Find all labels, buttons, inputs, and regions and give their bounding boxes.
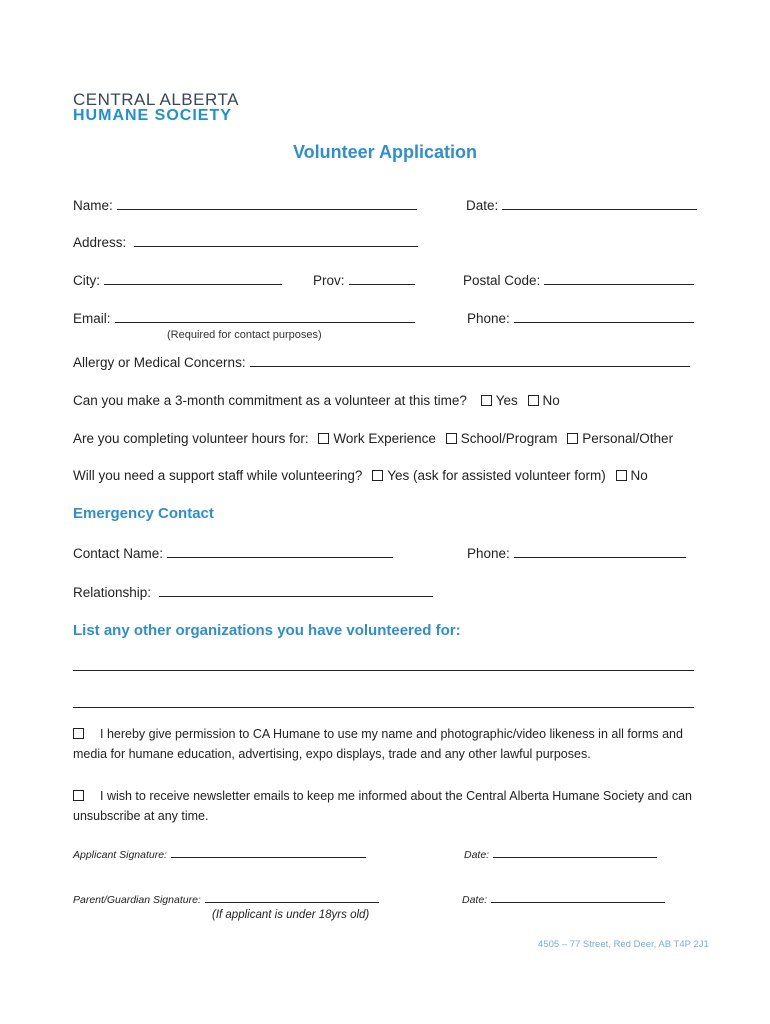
permission-checkbox[interactable] — [73, 728, 84, 739]
name-label: Name: — [73, 198, 113, 213]
allergy-label: Allergy or Medical Concerns: — [73, 355, 246, 370]
relationship-field — [73, 584, 433, 600]
newsletter-text: I wish to receive newsletter emails to keep me informed about the Central Alberta Humane Society and can unsubscribe at any time. — [73, 789, 692, 823]
city-label: City: — [73, 273, 100, 288]
school-program-label: School/Program — [460, 431, 558, 446]
applicant-signature-field — [73, 847, 366, 861]
allergy-field — [73, 354, 690, 370]
prov-label: Prov: — [313, 273, 345, 288]
phone-field — [467, 310, 694, 326]
hours-text: Are you completing volunteer hours for: — [73, 431, 309, 446]
logo-line-1: CENTRAL ALBERTA — [73, 90, 239, 109]
commitment-yes-checkbox[interactable] — [481, 395, 492, 406]
emergency-heading: Emergency Contact — [73, 505, 214, 522]
commitment-yes-label: Yes — [495, 393, 518, 408]
footer-address: 4505 – 77 Street, Red Deer, AB T4P 2J1 — [538, 939, 709, 950]
date-field — [466, 197, 697, 213]
prov-field — [313, 272, 415, 288]
newsletter-consent — [73, 786, 705, 826]
email-line[interactable] — [115, 310, 415, 323]
logo-line-2: HUMANE SOCIETY — [73, 107, 232, 124]
parent-date-label: Date: — [462, 894, 488, 906]
applicant-date-field — [464, 847, 657, 861]
relationship-line[interactable] — [159, 584, 433, 597]
phone-line[interactable] — [514, 310, 694, 323]
support-no-label: No — [630, 468, 648, 483]
personal-other-label: Personal/Other — [582, 431, 674, 446]
support-yes-label: Yes (ask for assisted volunteer form) — [387, 468, 606, 483]
prov-line[interactable] — [349, 272, 415, 285]
phone-label: Phone: — [467, 311, 510, 326]
parent-date-field — [462, 892, 665, 906]
parent-date-line[interactable] — [491, 892, 665, 903]
parent-signature-label: Parent/Guardian Signature: — [73, 894, 201, 906]
postal-field — [463, 272, 694, 288]
emergency-phone-field — [467, 545, 686, 561]
support-question — [73, 468, 648, 483]
permission-consent — [73, 724, 705, 764]
newsletter-checkbox[interactable] — [73, 790, 84, 801]
date-line[interactable] — [502, 197, 697, 210]
city-line[interactable] — [104, 272, 282, 285]
applicant-signature-line[interactable] — [171, 847, 366, 858]
parent-signature-line[interactable] — [205, 892, 379, 903]
contact-name-field — [73, 545, 393, 561]
email-label: Email: — [73, 311, 111, 326]
address-field — [73, 234, 418, 250]
city-field — [73, 272, 282, 288]
name-field — [73, 197, 417, 213]
support-yes-checkbox[interactable] — [372, 470, 383, 481]
hours-question — [73, 431, 673, 446]
commitment-question — [73, 393, 560, 408]
contact-name-label: Contact Name: — [73, 546, 164, 561]
email-field — [73, 310, 415, 326]
postal-label: Postal Code: — [463, 273, 541, 288]
support-no-checkbox[interactable] — [616, 470, 627, 481]
postal-line[interactable] — [544, 272, 694, 285]
date-label: Date: — [466, 198, 499, 213]
allergy-line[interactable] — [250, 354, 690, 367]
work-experience-checkbox[interactable] — [318, 433, 329, 444]
parent-signature-field — [73, 892, 379, 906]
applicant-date-label: Date: — [464, 849, 490, 861]
parent-note: (If applicant is under 18yrs old) — [212, 909, 370, 921]
emergency-phone-line[interactable] — [514, 545, 686, 558]
address-label: Address: — [73, 235, 127, 250]
permission-text: I hereby give permission to CA Humane to use my name and photographic/video likeness in all forms and media for humane education, advertising, expo displays, trade and any other lawful purposes. — [73, 727, 683, 761]
commitment-no-label: No — [542, 393, 560, 408]
commitment-no-checkbox[interactable] — [528, 395, 539, 406]
work-experience-label: Work Experience — [333, 431, 436, 446]
organizations-heading: List any other organizations you have volunteered for: — [73, 622, 461, 639]
organizations-line-2[interactable] — [73, 706, 694, 708]
personal-other-checkbox[interactable] — [567, 433, 578, 444]
support-text: Will you need a support staff while volunteering? — [73, 468, 363, 483]
emergency-phone-label: Phone: — [467, 546, 510, 561]
name-line[interactable] — [117, 197, 417, 210]
contact-name-line[interactable] — [167, 545, 393, 558]
address-line[interactable] — [134, 234, 418, 247]
relationship-label: Relationship: — [73, 585, 152, 600]
organizations-line-1[interactable] — [73, 669, 694, 671]
applicant-date-line[interactable] — [493, 847, 657, 858]
email-note: (Required for contact purposes) — [167, 329, 322, 341]
commitment-text: Can you make a 3-month commitment as a volunteer at this time? — [73, 393, 467, 408]
school-program-checkbox[interactable] — [446, 433, 457, 444]
page-title: Volunteer Application — [292, 142, 477, 162]
applicant-signature-label: Applicant Signature: — [73, 849, 167, 861]
